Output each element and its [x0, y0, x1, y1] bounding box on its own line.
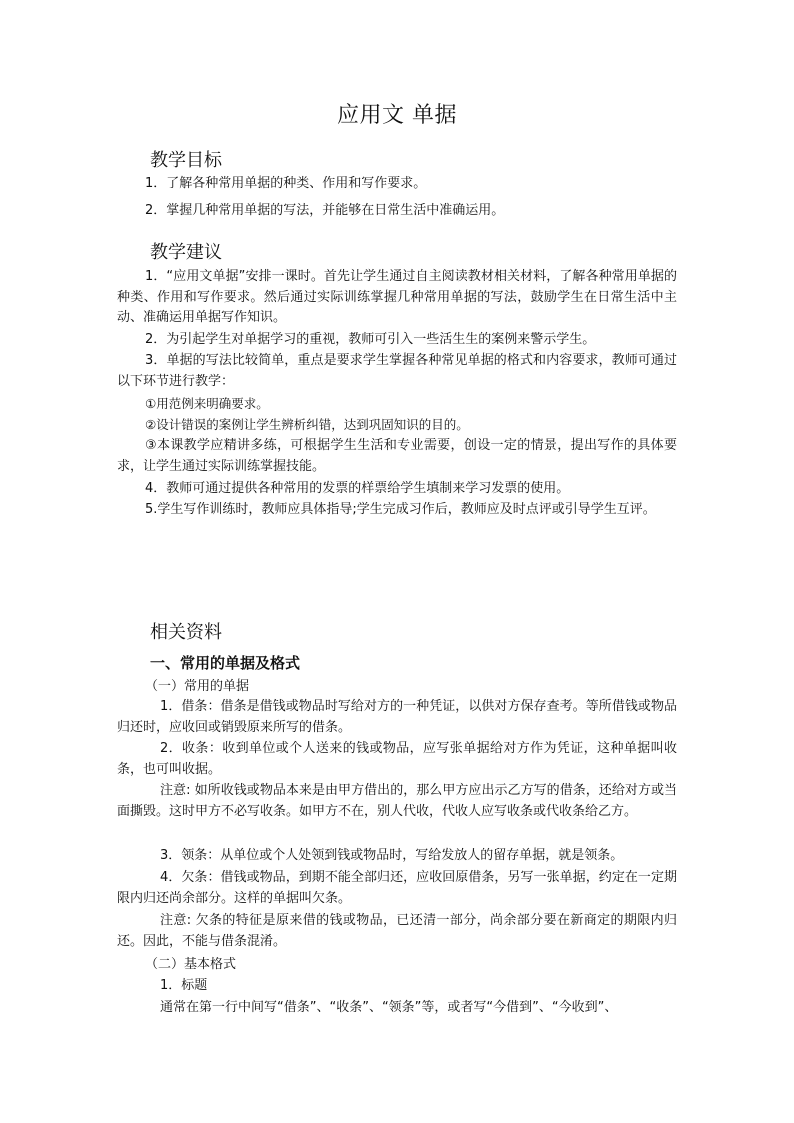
resource-note-1: 注意: 如所收钱或物品本来是由甲方借出的，那么甲方应出示乙方写的借条，还给对方或当面撕毁。这时甲方不必写收条。如甲方不在，别人代收，代收人应写收条或代收条给乙方。 [117, 783, 677, 819]
advice-paragraph-5: 5.学生写作训练时，教师应具体指导;学生完成习作后，教师应及时点评或引导学生互评。 [145, 502, 656, 517]
advice-paragraph-1: 1．“应用文单据”安排一课时。首先让学生通过自主阅读教材相关材料，了解各种常用单据的种类、作用和写作要求。然后通过实际训练掌握几种常用单据的写法，鼓励学生在日常生活中主动、准确运用单据写作知识。 [117, 269, 677, 326]
advice-step-3: ③本课教学应精讲多练，可根据学生生活和专业需要，创设一定的情景，提出写作的具体要求，让学生通过实际训练掌握技能。 [117, 438, 677, 474]
advice-paragraph-4: 4．教师可通过提供各种常用的发票的样票给学生填制来学习发票的使用。 [145, 481, 570, 496]
resources-heading: 相关资料 [150, 622, 222, 643]
advice-heading: 教学建议 [150, 242, 222, 263]
resource-paragraph-2: 2．收条：收到单位或个人送来的钱或物品，应写张单据给对方作为凭证，这种单据叫收条，也可叫收据。 [117, 741, 677, 777]
advice-step-2: ②设计错误的案例让学生辨析纠错，达到巩固知识的目的。 [145, 417, 469, 432]
section-heading-1: 一、常用的单据及格式 [150, 654, 301, 672]
last-line: 通常在第一行中间写“借条”、“收条”、“领条”等，或者写“今借到”、“今收到”、 [160, 1000, 618, 1015]
advice-paragraph-3: 3．单据的写法比较简单，重点是要求学生掌握各种常见单据的格式和内容要求，教师可通过以下环节进行教学： [117, 353, 677, 389]
subsection-heading-2: （二）基本格式 [145, 957, 237, 972]
goal-item-1: 1．了解各种常用单据的种类、作用和写作要求。 [145, 176, 427, 191]
subsection-heading-1: （一）常用的单据 [145, 679, 250, 694]
advice-paragraph-2: 2．为引起学生对单据学习的重视，教师可引入一些活生生的案例来警示学生。 [145, 332, 596, 347]
goals-heading: 教学目标 [150, 150, 222, 171]
resource-paragraph-1: 1．借条：借条是借钱或物品时写给对方的一种凭证，以供对方保存查考。等所借钱或物品归还时，应收回或销毁原来所写的借条。 [117, 699, 677, 735]
item-title: 1．标题 [160, 978, 208, 993]
resource-note-2: 注意: 欠条的特征是原来借的钱或物品，已还清一部分，尚余部分要在新商定的期限内归还。因此，不能与借条混淆。 [117, 913, 677, 949]
advice-step-1: ①用范例来明确要求。 [145, 396, 269, 411]
resource-paragraph-4: 4．欠条：借钱或物品，到期不能全部归还，应收回原借条，另写一张单据，约定在一定期限内归还尚余部分。这样的单据叫欠条。 [117, 870, 677, 906]
resource-paragraph-3: 3．领条：从单位或个人处领到钱或物品时，写给发放人的留存单据，就是领条。 [160, 848, 624, 863]
goal-item-2: 2．掌握几种常用单据的写法，并能够在日常生活中准确运用。 [145, 203, 505, 218]
page-title: 应用文 单据 [337, 103, 457, 128]
